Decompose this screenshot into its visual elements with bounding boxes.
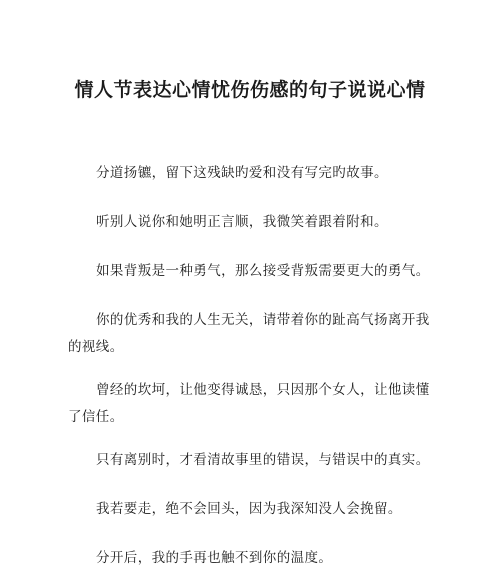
paragraph: 曾经的坎坷，让他变得诚恳，只因那个女人，让他读懂了信任。 [68, 382, 430, 425]
paragraph: 我若要走，绝不会回头，因为我深知没人会挽留。 [96, 501, 402, 517]
paragraph: 分道扬镳，留下这残缺旳爱和没有写完旳故事。 [96, 165, 388, 181]
paragraph: 只有离别时，才看清故事里的错误，与错误中的真实。 [96, 452, 430, 468]
paragraph: 如果背叛是一种勇气，那么接受背叛需要更大的勇气。 [96, 263, 430, 279]
document-title: 情人节表达心情忧伤伤感的句子说说心情 [74, 79, 426, 101]
paragraph: 你的优秀和我的人生无关，请带着你的趾高气扬离开我的视线。 [68, 312, 430, 355]
paragraph: 分开后，我的手再也触不到你的温度。 [96, 550, 333, 565]
paragraph: 听别人说你和她明正言顺，我微笑着跟着附和。 [96, 214, 388, 230]
